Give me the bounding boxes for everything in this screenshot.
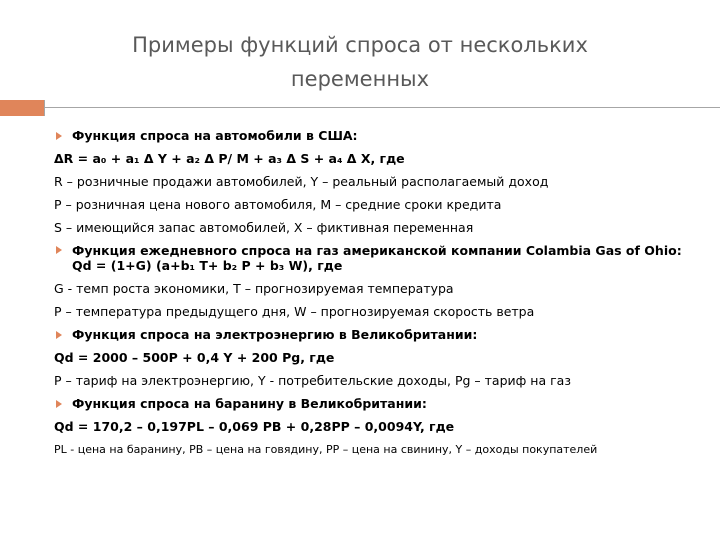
bullet-item	[54, 239, 694, 277]
body-text-line	[54, 277, 694, 300]
body-text-line	[54, 369, 694, 392]
line-text: Функция спроса на баранину в Великобритании:	[72, 396, 427, 411]
bullet-item	[54, 323, 694, 346]
title-accent-bar	[0, 100, 44, 116]
bullet-item	[54, 124, 694, 147]
line-text: P – температура предыдущего дня, W – прогнозируемая скорость ветра	[54, 304, 535, 319]
line-text: PL - цена на баранину, PB – цена на говядину, PP – цена на свинину, Y – доходы покупателей	[54, 443, 598, 456]
triangle-bullet-icon	[56, 400, 62, 408]
title-divider-tick	[44, 100, 45, 116]
body-text-line	[54, 415, 694, 438]
body-text-line	[54, 438, 694, 461]
line-text: R – розничные продажи автомобилей, Y – реальный располагаемый доход	[54, 174, 549, 189]
slide-title-line-1: Примеры функций спроса от нескольких	[132, 33, 588, 57]
line-text: Функция спроса на электроэнергию в Великобритании:	[72, 327, 478, 342]
line-text: Qd = 170,2 – 0,197PL – 0,069 PB + 0,28PP – 0,0094Y, где	[54, 419, 455, 434]
body-text-line	[54, 216, 694, 239]
line-text: ΔR = a₀ + a₁ Δ Y + a₂ Δ P/ M + a₃ Δ S + a₄ Δ X, где	[54, 151, 405, 166]
triangle-bullet-icon	[56, 132, 62, 140]
line-text: Функция спроса на автомобили в США:	[72, 128, 358, 143]
line-text: Qd = 2000 – 500P + 0,4 Y + 200 Pg, где	[54, 350, 335, 365]
body-text-line	[54, 170, 694, 193]
line-text: S – имеющийся запас автомобилей, X – фиктивная переменная	[54, 220, 474, 235]
bullet-item	[54, 392, 694, 415]
body-text-line	[54, 300, 694, 323]
line-text: P – розничная цена нового автомобиля, M – средние сроки кредита	[54, 197, 502, 212]
line-text: P – тариф на электроэнергию, Y - потребительские доходы, Pg – тариф на газ	[54, 373, 571, 388]
line-text: G - темп роста экономики, T – прогнозируемая температура	[54, 281, 454, 296]
title-divider-line	[44, 107, 720, 108]
slide-title-line-2: переменных	[290, 67, 430, 91]
triangle-bullet-icon	[56, 331, 62, 339]
slide-title	[60, 28, 660, 96]
body-text-line	[54, 193, 694, 216]
line-text: Функция ежедневного спроса на газ американской компании Colambia Gas of Ohio: Qd = (1+G) (a+b₁ T+ b₂ P + b₃ W), где	[72, 243, 682, 273]
triangle-bullet-icon	[56, 246, 62, 254]
slide-body	[54, 124, 694, 461]
body-text-line	[54, 147, 694, 170]
body-text-line	[54, 346, 694, 369]
